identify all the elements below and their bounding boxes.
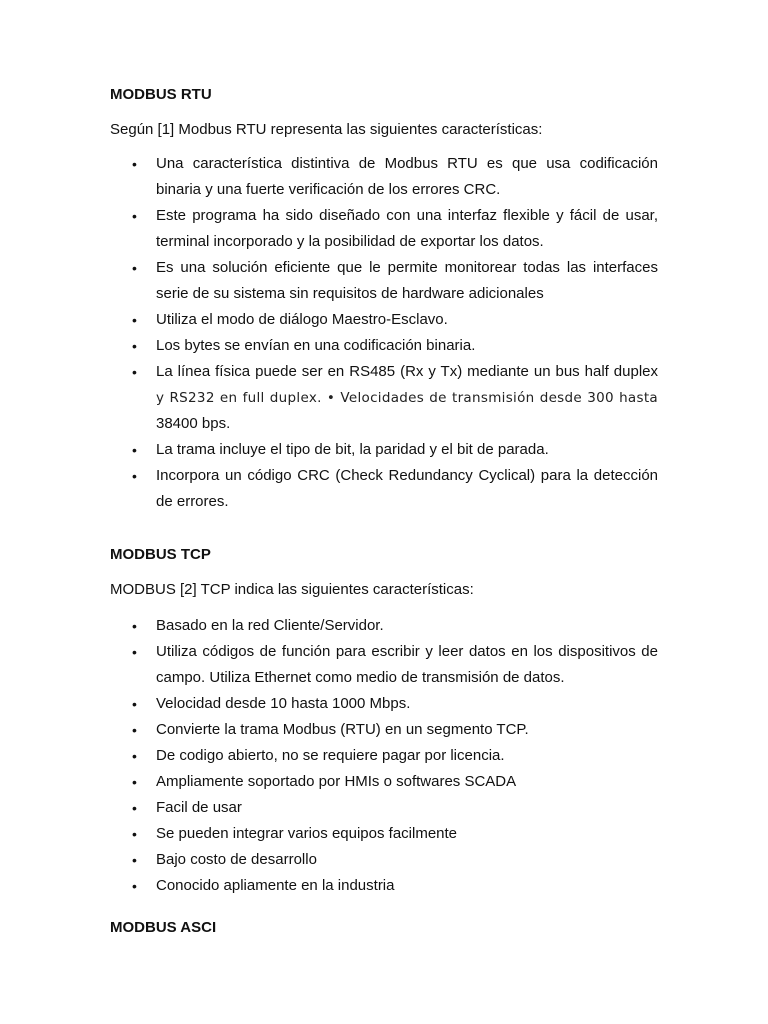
- bullet-icon: •: [132, 826, 137, 842]
- section-heading-asci: MODBUS ASCI: [110, 919, 217, 936]
- section-intro-tcp: MODBUS [2] TCP indica las siguientes características:: [110, 581, 474, 598]
- section-heading-rtu: MODBUS RTU: [110, 86, 212, 103]
- list-item: • Incorpora un código CRC (Check Redundancy Cyclical) para la detección de errores.: [110, 463, 658, 515]
- bullet-icon: •: [132, 442, 137, 458]
- bullet-icon: •: [132, 208, 137, 224]
- bullet-icon: •: [132, 800, 137, 816]
- section-intro-rtu: Según [1] Modbus RTU representa las siguientes características:: [110, 121, 543, 138]
- mixed-part-3: 38400 bps.: [156, 415, 231, 432]
- list-item: • Basado en la red Cliente/Servidor.: [110, 613, 658, 639]
- list-item: • Bajo costo de desarrollo: [110, 847, 658, 873]
- mixed-part-1: La línea física puede ser en RS485 (Rx y Tx) mediante un bus half duplex: [156, 363, 658, 380]
- bullet-icon: •: [132, 156, 137, 172]
- section-heading-tcp: MODBUS TCP: [110, 546, 211, 563]
- bullet-icon: •: [132, 364, 137, 380]
- list-item: • Este programa ha sido diseñado con una interfaz flexible y fácil de usar, terminal incorporado y la posibilidad de exportar los datos.: [110, 203, 658, 255]
- bullet-icon: •: [132, 338, 137, 354]
- list-item: • Velocidad desde 10 hasta 1000 Mbps.: [110, 691, 658, 717]
- bullet-list-rtu: [110, 151, 658, 515]
- bullet-icon: •: [132, 852, 137, 868]
- mixed-part-2: y RS232 en full duplex. • Velocidades de transmisión desde 300 hasta: [156, 390, 658, 406]
- bullet-icon: •: [132, 468, 137, 484]
- list-item: • Convierte la trama Modbus (RTU) en un segmento TCP.: [110, 717, 658, 743]
- bullet-list-tcp: [110, 613, 658, 899]
- list-item: • Facil de usar: [110, 795, 658, 821]
- bullet-icon: •: [132, 748, 137, 764]
- list-item: • Es una solución eficiente que le permite monitorear todas las interfaces serie de su sistema sin requisitos de hardware adicionales: [110, 255, 658, 307]
- list-item: • Se pueden integrar varios equipos facilmente: [110, 821, 658, 847]
- bullet-icon: •: [132, 260, 137, 276]
- list-item: • Los bytes se envían en una codificación binaria.: [110, 333, 658, 359]
- list-item: • La trama incluye el tipo de bit, la paridad y el bit de parada.: [110, 437, 658, 463]
- bullet-icon: •: [132, 878, 137, 894]
- bullet-icon: •: [132, 722, 137, 738]
- list-item: • De codigo abierto, no se requiere pagar por licencia.: [110, 743, 658, 769]
- list-item: • Utiliza el modo de diálogo Maestro-Esclavo.: [110, 307, 658, 333]
- bullet-icon: •: [132, 618, 137, 634]
- list-item-mixed: [110, 359, 658, 437]
- bullet-icon: •: [132, 644, 137, 660]
- list-item: • Ampliamente soportado por HMIs o softwares SCADA: [110, 769, 658, 795]
- list-item: • Una característica distintiva de Modbus RTU es que usa codificación binaria y una fuerte verificación de los errores CRC.: [110, 151, 658, 203]
- bullet-icon: •: [132, 312, 137, 328]
- list-item: • Utiliza códigos de función para escribir y leer datos en los dispositivos de campo. Utiliza Ethernet como medio de transmisión de datos.: [110, 639, 658, 691]
- list-item: • Conocido apliamente en la industria: [110, 873, 658, 899]
- bullet-icon: •: [132, 774, 137, 790]
- bullet-icon: •: [132, 696, 137, 712]
